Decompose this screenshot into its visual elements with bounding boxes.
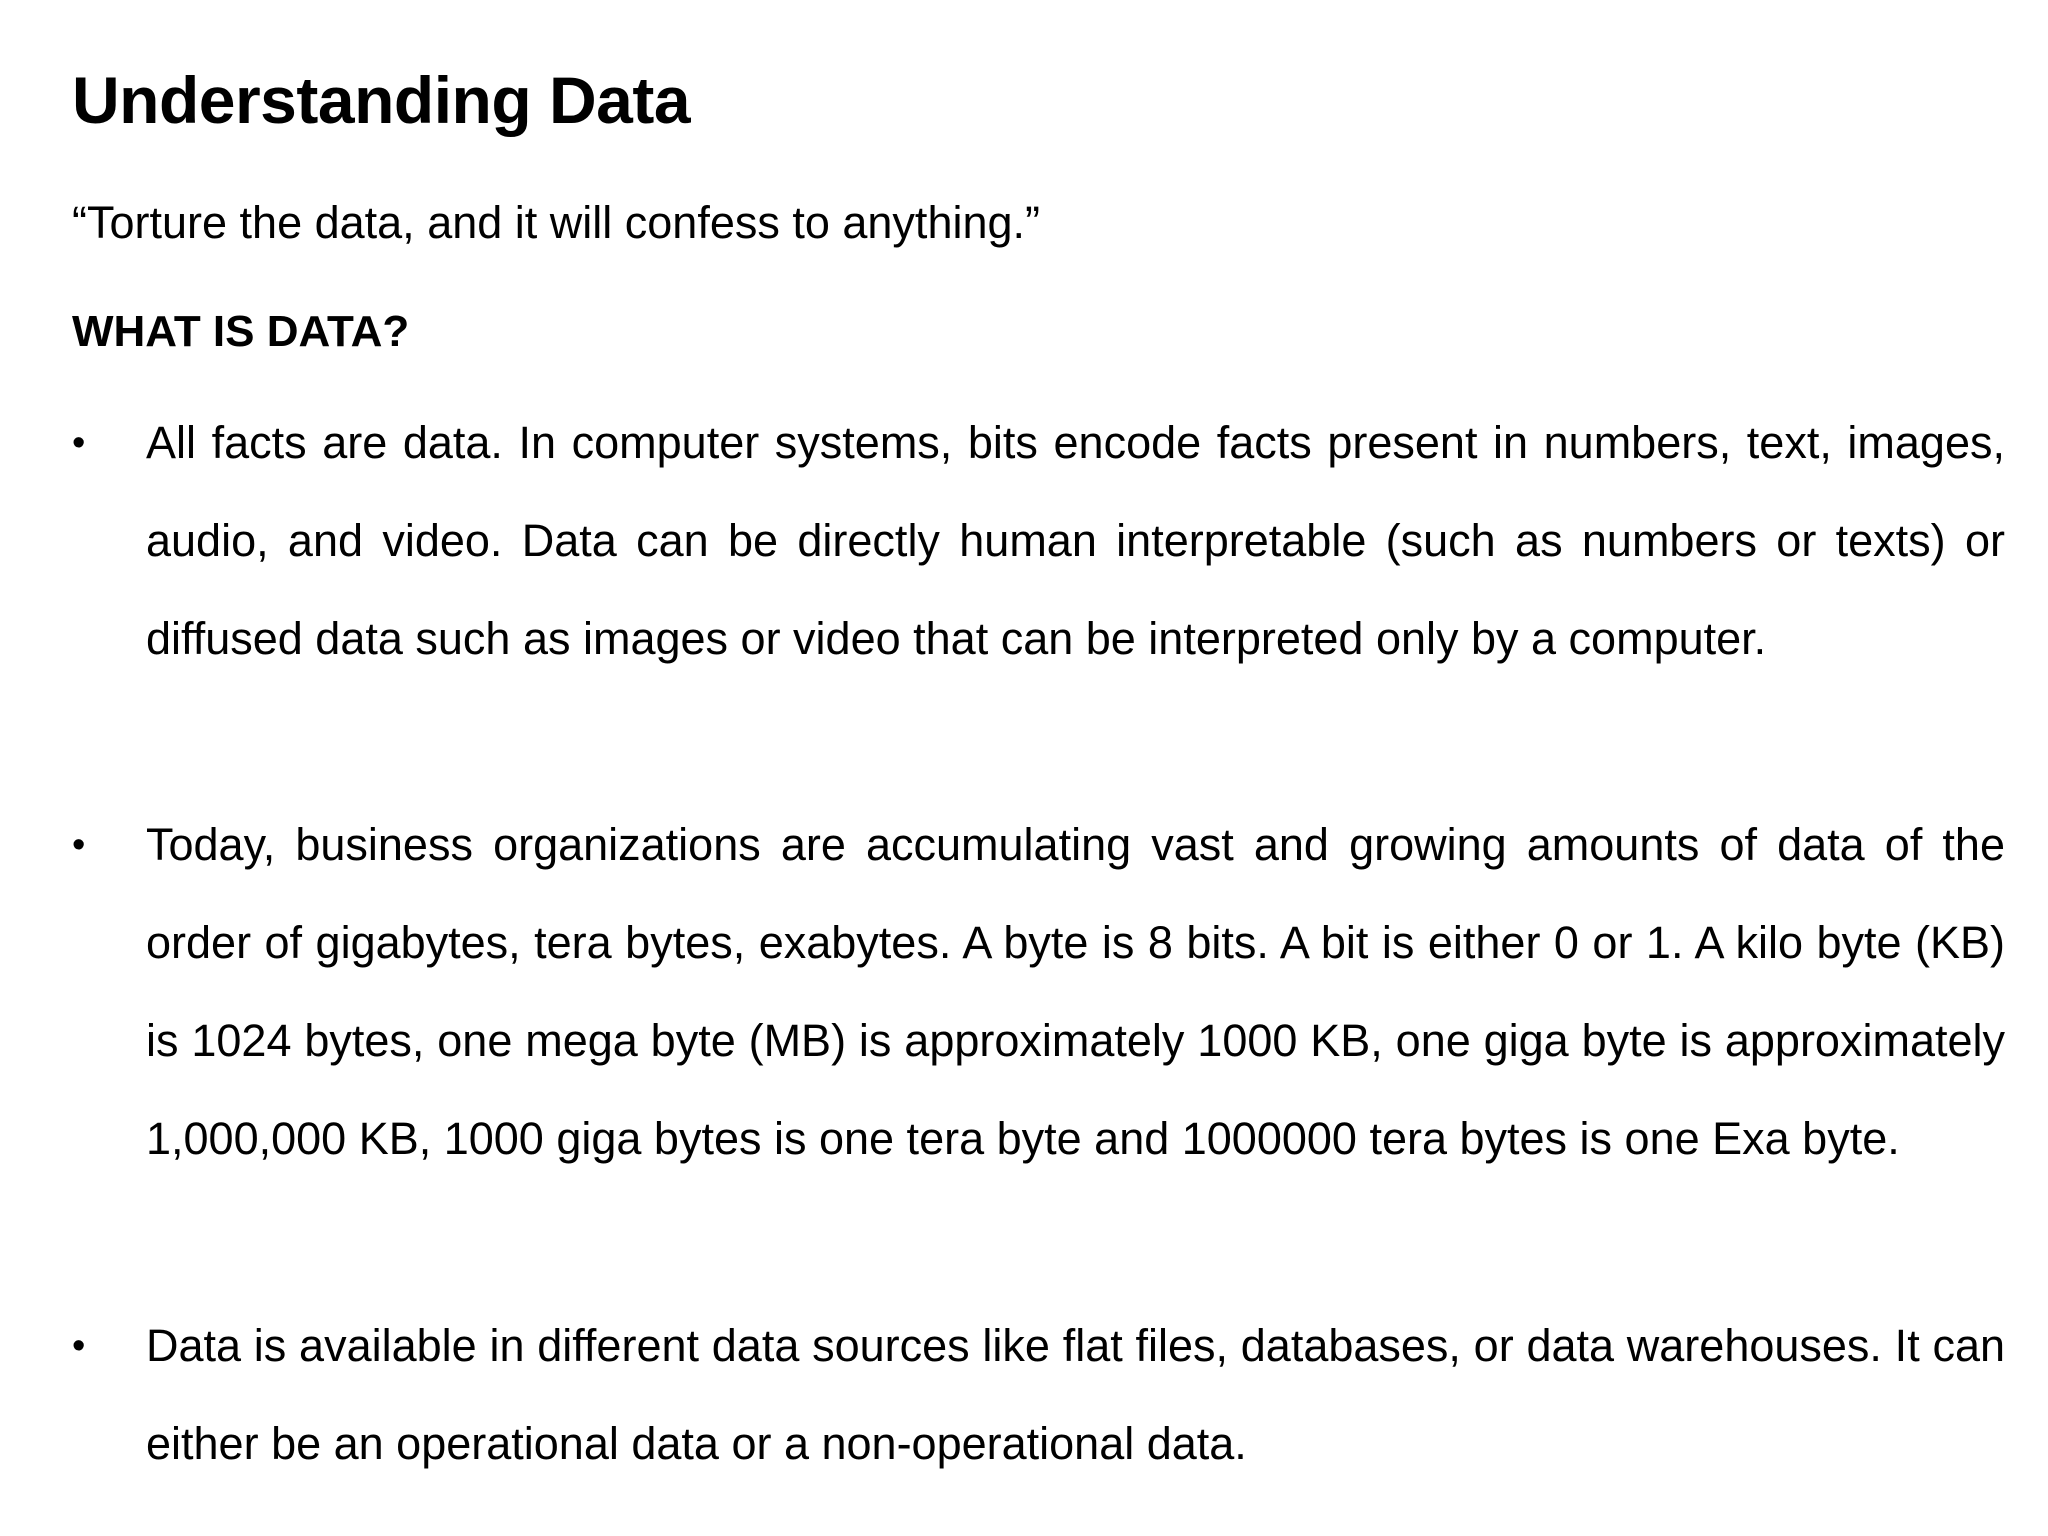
bullet-text: Data is available in different data sources like flat files, databases, or data warehouses. It can either be an operational data or a non-operational data. [146, 1320, 2005, 1469]
bullet-icon: • [72, 1325, 86, 1367]
section-heading: WHAT IS DATA? [72, 307, 410, 356]
epigraph-quote: “Torture the data, and it will confess to anything.” [72, 197, 1041, 248]
page-title: Understanding Data [72, 63, 691, 137]
bullet-icon: • [72, 824, 86, 866]
bullet-text: Today, business organizations are accumulating vast and growing amounts of data of the order of gigabytes, tera bytes, exabytes. A byte is 8 bits. A bit is either 0 or 1. A kilo byte (KB) is 1024 bytes, one mega byte (MB) is approximately 1000 KB, one giga byte is approximately 1,000,000 KB, 1000 giga bytes is one tera byte and 1000000 tera bytes is one Exa byte. [146, 819, 2005, 1164]
bullet-text: All facts are data. In computer systems, bits encode facts present in numbers, text, images, audio, and video. Data can be directly human interpretable (such as numbers or texts) or diffused data such as images or video that can be interpreted only by a computer. [146, 417, 2005, 664]
bullet-icon: • [72, 422, 86, 464]
